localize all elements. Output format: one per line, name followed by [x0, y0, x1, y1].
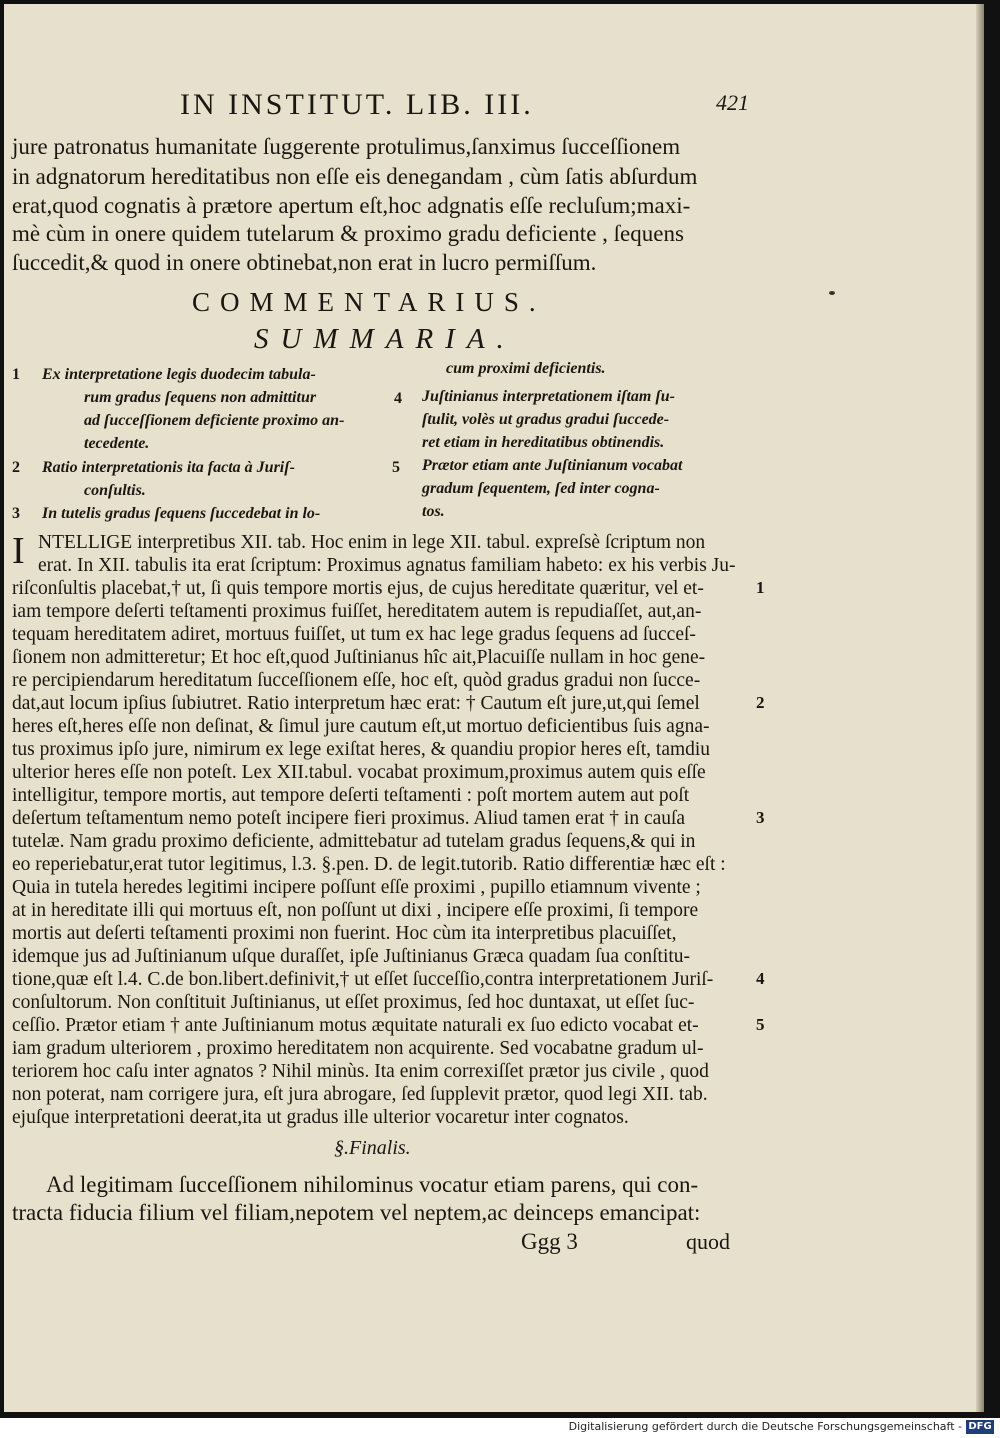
- summaria-title: SUMMARIA.: [254, 323, 516, 355]
- final-text-line: Ad legitimam ſucceſſionem nihilominus vocatur etiam parens, qui con-: [46, 1172, 699, 1197]
- summary-number: 4: [394, 390, 402, 407]
- main-text-line: erat,quod cognatis à prætore apertum eſt,hoc adgnatis eſſe recluſum;maxi-: [12, 193, 691, 218]
- page-header: [4, 88, 984, 128]
- summary-number: 2: [12, 459, 20, 476]
- commentary-line: NTELLIGE interpretibus XII. tab. Hoc enim in lege XII. tabul. expreſsè ſcriptum non: [38, 532, 706, 553]
- summary-number: 3: [12, 505, 20, 522]
- main-text-line: in adgnatorum hereditatibus non eſſe eis denegandam , cùm ſatis abſurdum: [12, 164, 698, 189]
- running-head: IN INSTITUT. LIB. III.: [180, 88, 534, 121]
- commentary-title: COMMENTARIUS.: [192, 287, 546, 317]
- summary-line: conſultis.: [84, 482, 146, 499]
- commentary-line: eo reperiebatur,erat tutor legitimus, l.3. §.pen. D. de legit.tutorib. Ratio differentiæ hæc eſt :: [12, 854, 726, 875]
- commentary-line: intelligitur, tempore mortis, aut tempore deſerti teſtamenti : poſt mortem autem aut poſt: [12, 785, 690, 806]
- summary-line: In tutelis gradus ſequens ſuccedebat in lo-: [42, 505, 321, 522]
- book-page: [4, 4, 984, 1412]
- summary-line: gradum ſequentem, ſed inter cogna-: [422, 480, 660, 497]
- commentary-line: at in hereditate illi qui mortuus eſt, non poſſunt ut dixi , incipere eſſe proximi, ſi tempore: [12, 900, 699, 921]
- commentary-line: iam gradum ulteriorem , proximo hereditatem non acquirente. Sed vocabatne gradum ul-: [12, 1038, 704, 1059]
- page-edge: [976, 4, 984, 1412]
- summary-line: ret etiam in hereditatibus obtinendis.: [422, 434, 665, 451]
- summary-line: rum gradus ſequens non admittitur: [84, 389, 317, 406]
- margin-number: 5: [756, 1015, 765, 1034]
- summary-line: ſtulit, volès ut gradus gradui ſuccede-: [422, 411, 670, 428]
- commentary-line: ſionem non admitteretur; Et hoc eſt,quod Juſtinianus hîc ait,Placuiſſe nullam in hoc gene-: [12, 647, 706, 668]
- footer-bar: [0, 1418, 1000, 1438]
- margin-number: 4: [756, 969, 765, 988]
- commentary-line: Quia in tutela heredes legitimi incipere poſſunt eſſe proximi , pupillo etiamnum vivente ;: [12, 877, 701, 898]
- commentary-line: non poterat, nam corrigere jura, eſt jura abrogare, ſed ſupplevit prætor, quod legi XII. tab.: [12, 1084, 708, 1105]
- summary-line: tos.: [422, 503, 445, 520]
- summary-line: Ratio interpretationis ita facta à Juriſ-: [42, 459, 295, 476]
- commentary-line: ceſſio. Prætor etiam † ante Juſtinianum motus æquitate naturali ex ſuo edicto vocabat et-: [12, 1015, 699, 1036]
- commentary-line: idemque jus ad Juſtinianum uſque duraſſet, ipſe Juſtinianus Græca quadam ſua conſtitu-: [12, 946, 691, 967]
- ink-spot: [829, 291, 835, 295]
- summary-line: Prætor etiam ante Juſtinianum vocabat: [422, 457, 683, 474]
- commentary-line: re percipiendarum hereditatum ſucceſſionem eſſe, hoc eſt, quòd gradus gradui non ſucce-: [12, 670, 701, 691]
- summary-line: Ex interpretatione legis duodecim tabula-: [42, 366, 316, 383]
- main-text-line: jure patronatus humanitate ſuggerente protulimus,ſanximus ſucceſſionem: [12, 134, 681, 159]
- section-label: §.Finalis.: [334, 1137, 411, 1159]
- commentary-line: ejuſque interpretationi deerat,ita ut gradus ille ulterior vocaretur inter cognatos.: [12, 1107, 629, 1128]
- commentary-line: ulterior heres eſſe non poteſt. Lex XII.tabul. vocabat proximum,proximus autem quis eſſe: [12, 762, 706, 783]
- commentary-line: conſultorum. Non conſtituit Juſtinianus, ut eſſet proximus, ſed hoc duntaxat, ut eſſet ſuc-: [12, 992, 695, 1013]
- commentary-line: dat,aut locum ipſius ſubiutret. Ratio interpretum hæc erat: † Cautum eſt jure,ut,qui ſemel: [12, 693, 700, 714]
- commentary-line: iam tempore deſerti teſtamenti proximus fuiſſet, hereditatem autem is repudiaſſet, aut,an-: [12, 601, 702, 622]
- summary-line: cum proximi deficientis.: [446, 360, 606, 377]
- signature-mark: Ggg 3: [521, 1229, 578, 1254]
- main-text-line: ſuccedit,& quod in onere obtinebat,non erat in lucro permiſſum.: [12, 250, 597, 275]
- drop-initial: I: [12, 530, 25, 572]
- summary-line: Juſtinianus interpretationem iſtam ſu-: [422, 388, 675, 405]
- commentary-line: heres eſt,heres eſſe non deſinat, & ſimul jure cautum eſt,ut mortuo deficientibus ſuis agna-: [12, 716, 710, 737]
- dfg-logo-icon: DFG: [966, 1420, 994, 1434]
- main-text-line: mè cùm in onere quidem tutelarum & proximo gradu deficiente , ſequens: [12, 221, 684, 246]
- page-number: 421: [716, 90, 749, 115]
- summary-number: 5: [392, 459, 400, 476]
- margin-number: 2: [756, 693, 765, 712]
- summary-number: 1: [12, 366, 20, 383]
- commentary-line: tutelæ. Nam gradu proximo deficiente, admittebatur ad tutelam gradus ſequens,& qui in: [12, 831, 696, 852]
- summary-line: tecedente.: [84, 435, 150, 452]
- commentary-line: mortis aut deſerti teſtamenti proximi non fuerint. Hoc cùm ita interpretibus placuiſſet,: [12, 923, 677, 944]
- footer-credit: Digitalisierung gefördert durch die Deutsche Forschungsgemeinschaft -: [568, 1420, 962, 1433]
- catchword: quod: [686, 1229, 730, 1254]
- summary-line: ad ſucceſſionem deficiente proximo an-: [84, 412, 345, 429]
- commentary-line: erat. In XII. tabulis ita erat ſcriptum: Proximus agnatus familiam habeto: ex his verbis Ju-: [38, 555, 736, 576]
- commentary-line: tequam hereditatem adiret, mortuus fuiſſet, ut tum ex hac lege gradus ſequens ad ſucceſ-: [12, 624, 696, 645]
- final-text-line: tracta fiducia filium vel filiam,nepotem vel neptem,ac deinceps emancipat:: [12, 1200, 701, 1225]
- margin-number: 3: [756, 808, 765, 827]
- commentary-line: teriorem hoc caſu inter agnatos ? Nihil minùs. Ita enim correxiſſet prætor jus civile , quod: [12, 1061, 709, 1082]
- margin-number: 1: [756, 578, 765, 597]
- commentary-line: tus proximus ipſo jure, nimirum ex lege exiſtat heres, & quandiu propior heres eſt, tamdiu: [12, 739, 711, 760]
- commentary-line: tione,quæ eſt l.4. C.de bon.libert.definivit,† ut eſſet ſucceſſio,contra interpretationem Juriſ-: [12, 969, 714, 990]
- commentary-line: deſertum teſtamentum nemo poteſt incipere fieri proximus. Aliud tamen erat † in cauſa: [12, 808, 686, 829]
- commentary-line: riſconſultis placebat,† ut, ſi quis tempore mortis ejus, de cujus hereditate quæritur, vel et-: [12, 578, 704, 599]
